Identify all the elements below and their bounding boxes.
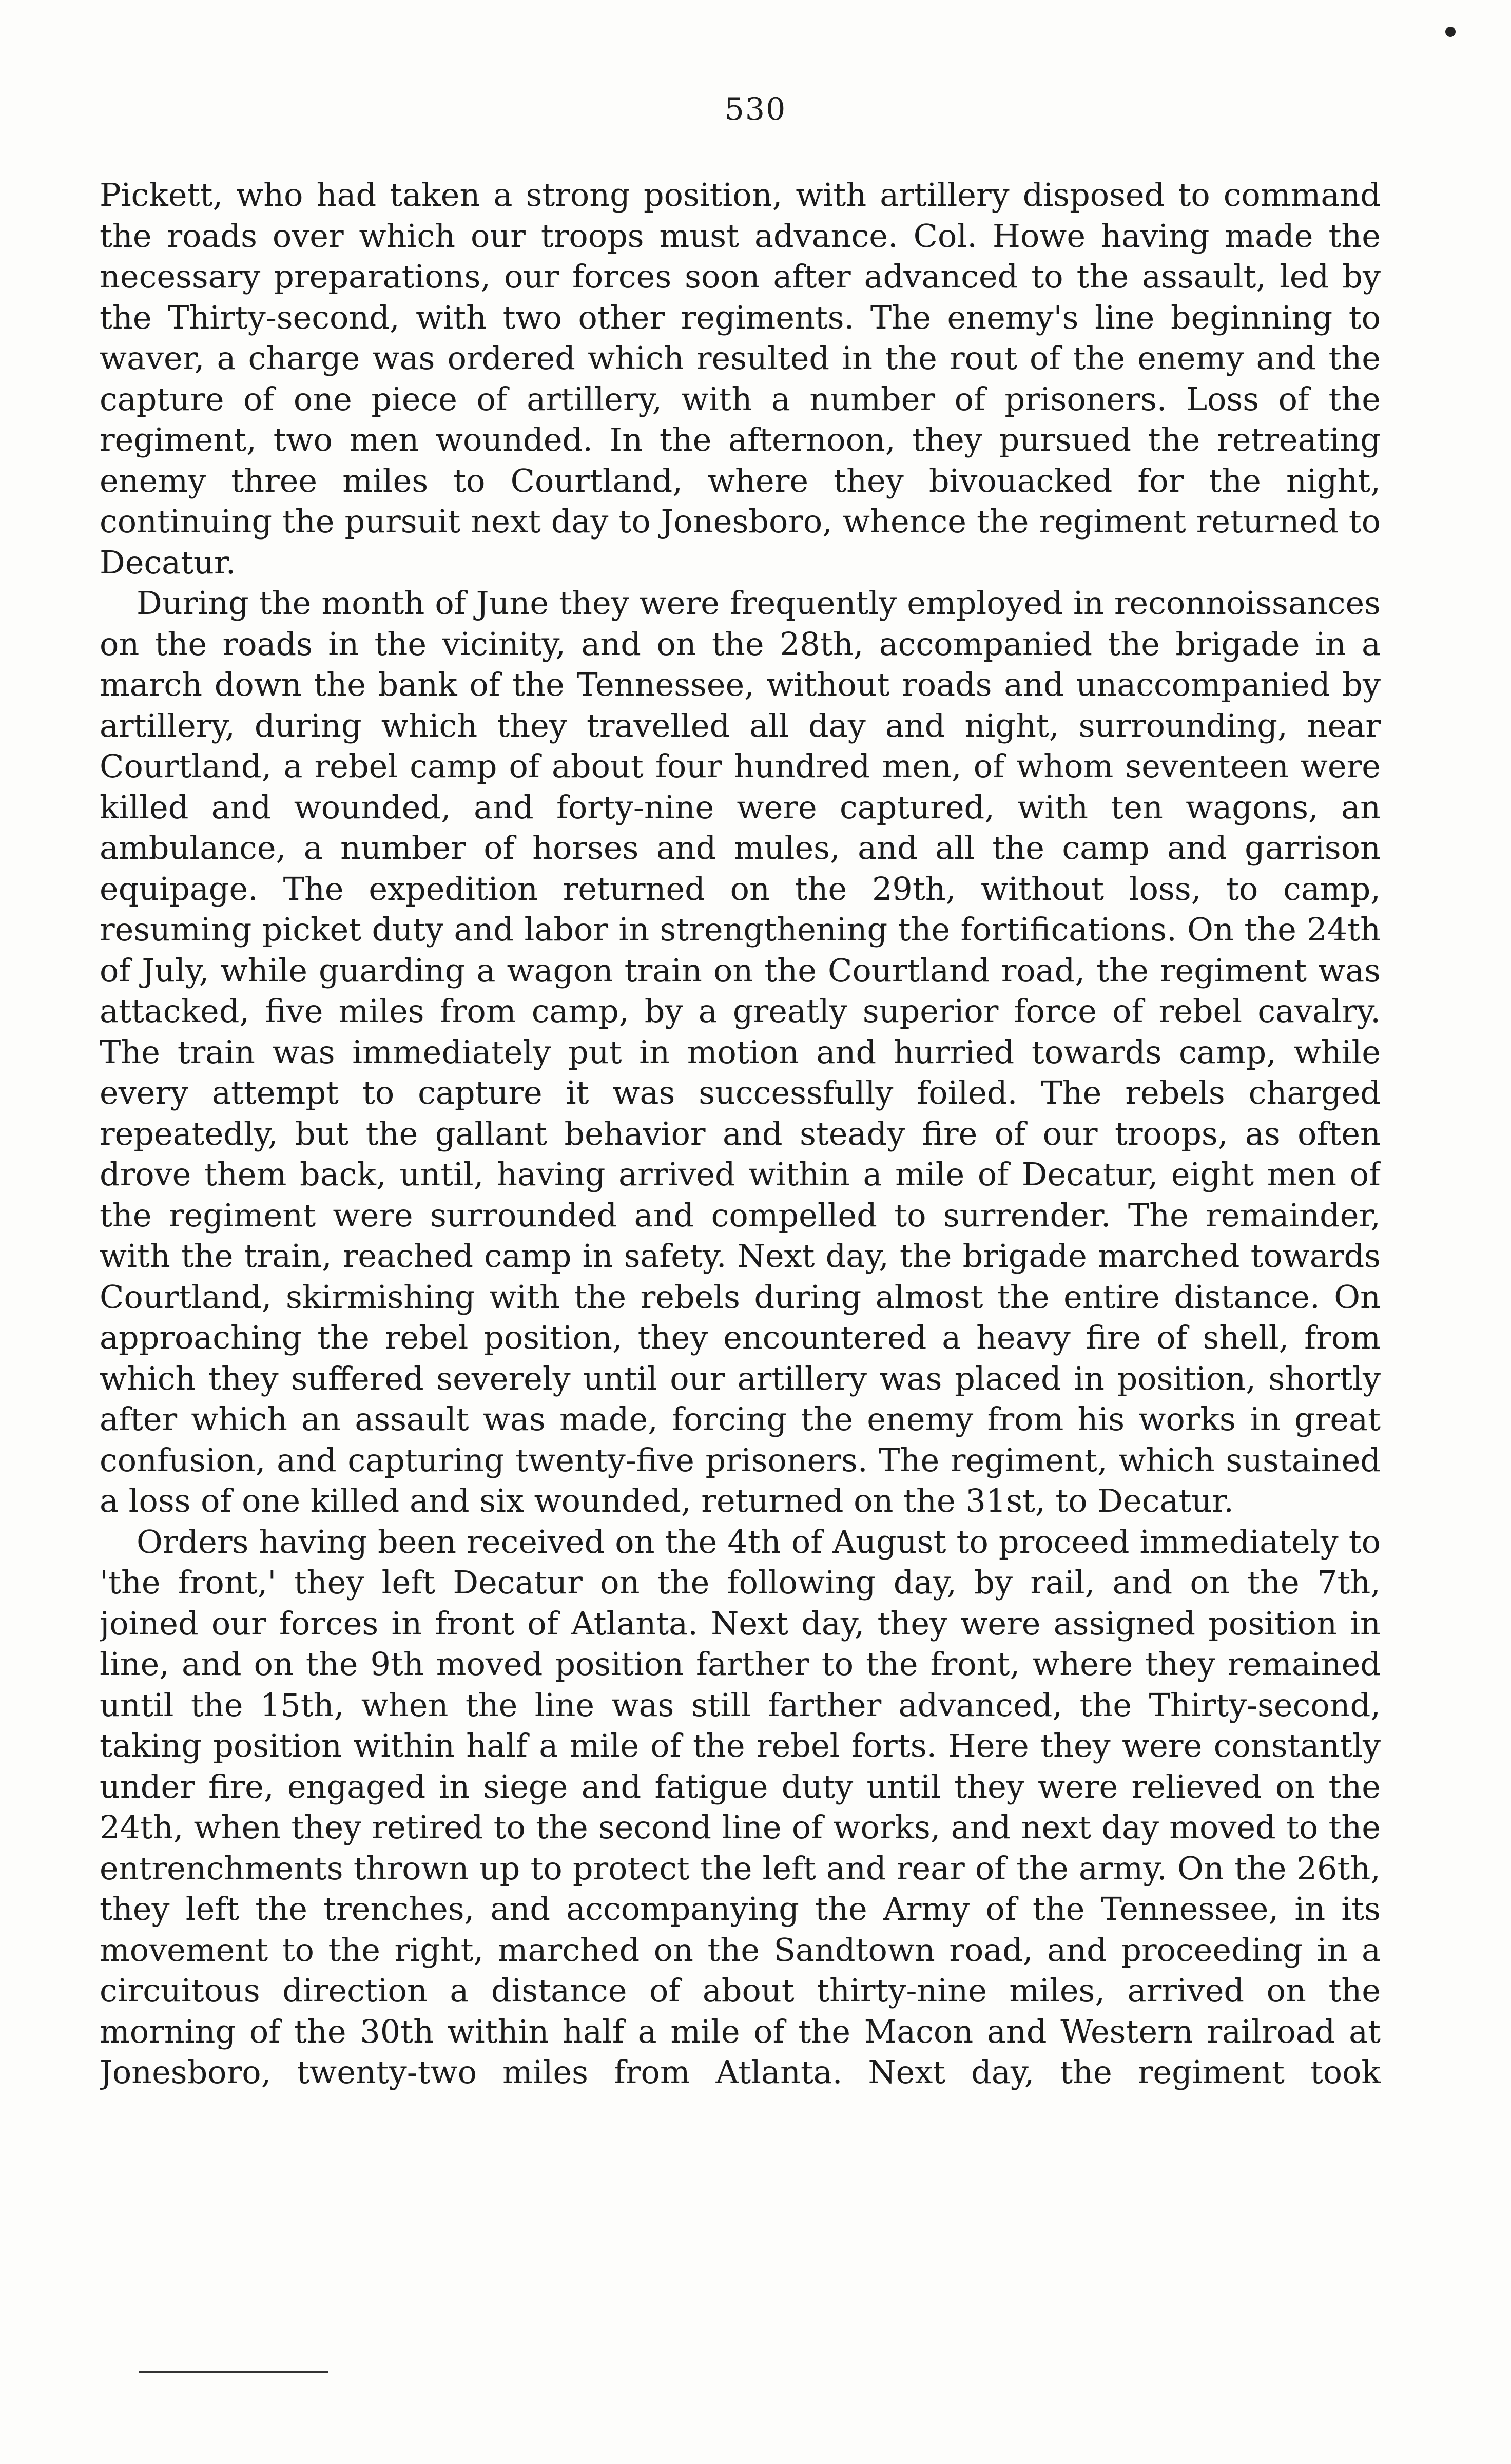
paragraph-2: During the month of June they were frequently employed in reconnoissances on the roads in the vicinity, and on the 28th, accompanied the brigade in a march down the bank of the Tennessee, without roads and unaccompanied by artillery, during which they travelled all day and night, surrounding, near Courtland, a rebel camp of about four hundred men, of whom seventeen were killed and wounded, and forty-nine were captured, with ten wagons, an ambulance, a number of horses and mules, and all the camp and garrison equipage. The expedition returned on the 29th, without loss, to camp, resuming picket duty and labor in strengthening the fortifications. On the 24th of July, while guarding a wagon train on the Courtland road, the regiment was attacked, five miles from camp, by a greatly superior force of rebel cavalry. The train was immediately put in motion and hurried towards camp, while every attempt to capture it was successfully foiled. The rebels charged repeatedly, but the gallant behavior and steady fire of our troops, as often drove them back, until, having arrived within a mile of Decatur, eight men of the regiment were surrounded and compelled to surrender. The remainder, with the train, reached camp in safety. Next day, the brigade marched towards Courtland, skirmishing with the rebels during almost the entire distance. On approaching the rebel position, they encountered a heavy fire of shell, from which they suffered severely until our artillery was placed in position, shortly after which an assault was made, forcing the enemy from his works in great confusion, and capturing twenty-five prisoners. The regiment, which sustained a loss of one killed and six wounded, returned on the 31st, to Decatur. — [100, 584, 1381, 1519]
paragraph-1: Pickett, who had taken a strong position, with artillery disposed to command the roads over which our troops must advance. Col. Howe having made the necessary preparations, our forces soon after advanced to the assault, led by the Thirty-second, with two other regiments. The enemy's line beginning to waver, a charge was ordered which resulted in the rout of the enemy and the capture of one piece of artillery, with a number of prisoners. Loss of the regiment, two men wounded. In the afternoon, they pursued the retreating enemy three miles to Courtland, where they bivouacked for the night, continuing the pursuit next day to Jonesboro, whence the regiment returned to Decatur. — [100, 176, 1381, 581]
paragraph-3: Orders having been received on the 4th of August to proceed immediately to 'the front,' they left Decatur on the following day, by rail, and on the 7th, joined our forces in front of Atlanta. Next day, they were assigned position in line, and on the 9th moved position farther to the front, where they remained until the 15th, when the line was still farther advanced, the Thirty-second, taking position within half a mile of the rebel forts. Here they were constantly under fire, engaged in siege and fatigue duty until they were relieved on the 24th, when they retired to the second line of works, and next day moved to the entrenchments thrown up to protect the left and rear of the army. On the 26th, they left the trenches, and accompanying the Army of the Tennessee, in its movement to the right, marched on the Sandtown road, and proceeding in a circuitous direction a distance of about thirty-nine miles, arrived on the morning of the 30th within half a mile of the Macon and Western railroad at Jonesboro, twenty-two miles from Atlanta. Next day, the regiment took — [100, 1523, 1381, 2091]
footnote-rule — [139, 2371, 328, 2373]
page-number: 530 — [724, 91, 787, 127]
ink-dot-mark — [1445, 27, 1456, 37]
body-text — [100, 175, 1381, 2248]
